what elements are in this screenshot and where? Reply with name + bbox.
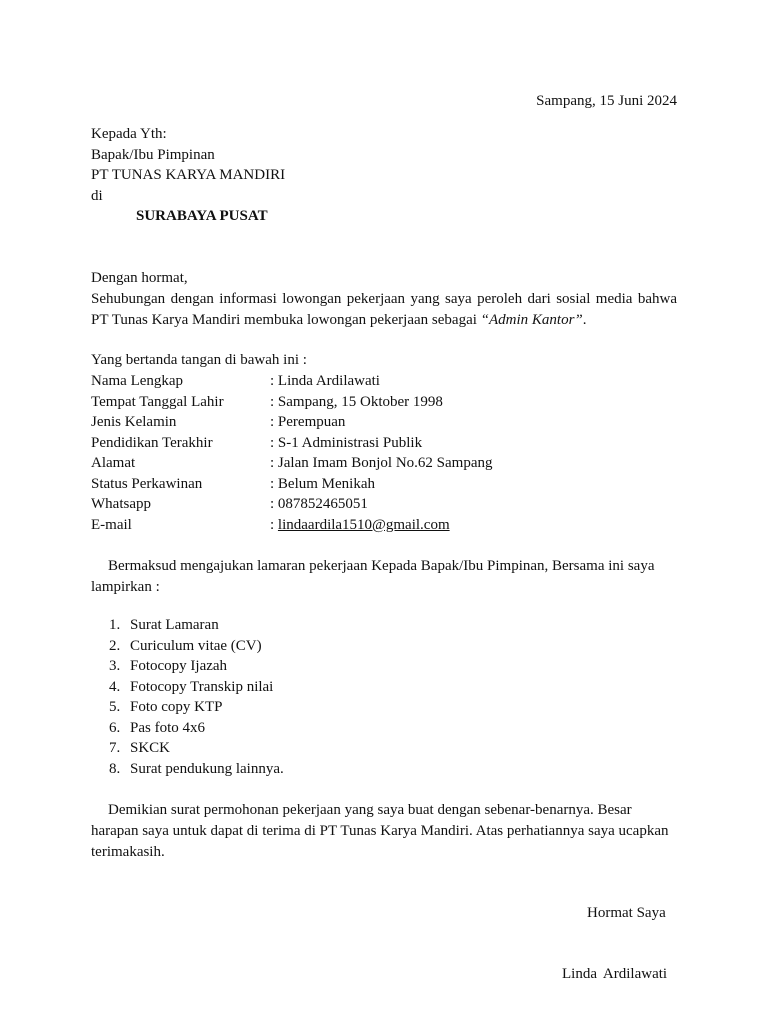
- detail-value: : Perempuan: [270, 414, 346, 430]
- list-number: 1.: [109, 617, 121, 633]
- list-item: [109, 615, 284, 636]
- detail-label: Tempat Tanggal Lahir: [91, 393, 224, 410]
- detail-row: [91, 515, 492, 536]
- detail-row: [91, 474, 492, 495]
- detail-row: [91, 371, 492, 392]
- detail-value: : Jalan Imam Bonjol No.62 Sampang: [270, 455, 493, 471]
- opening-text: Sehubungan dengan informasi lowongan pekerjaan yang saya peroleh dari sosial media bahwa PT Tunas Karya Mandiri membuka lowongan pekerjaan sebagai: [91, 291, 677, 328]
- detail-row: [91, 433, 492, 454]
- list-text: Pas foto 4x6: [130, 719, 205, 736]
- place-date: Sampang, 15 Juni 2024: [536, 93, 677, 109]
- list-text: Foto copy KTP: [130, 699, 223, 715]
- recipient-salutation: Kepada Yth:: [91, 126, 167, 142]
- detail-value: : Belum Menikah: [270, 475, 375, 492]
- job-position: “Admin Kantor”: [480, 311, 583, 328]
- recipient-block: [91, 124, 285, 206]
- list-text: Surat Lamaran: [130, 617, 219, 633]
- detail-row: [91, 392, 492, 413]
- list-text: SKCK: [130, 740, 171, 756]
- list-text: Curiculum vitae (CV): [130, 637, 262, 654]
- detail-label: Jenis Kelamin: [91, 414, 177, 430]
- detail-value: : 087852465051: [270, 496, 368, 512]
- list-item: [109, 759, 284, 780]
- list-text: Fotocopy Transkip nilai: [130, 678, 274, 695]
- detail-value: : Sampang, 15 Oktober 1998: [270, 393, 443, 410]
- list-item: [109, 718, 284, 739]
- recipient-title: Bapak/Ibu Pimpinan: [91, 146, 215, 163]
- detail-label: E-mail: [91, 516, 132, 533]
- detail-label: Nama Lengkap: [91, 373, 184, 389]
- email-link[interactable]: lindaardila1510@gmail.com: [277, 516, 450, 533]
- detail-label: Whatsapp: [91, 496, 151, 512]
- list-number: 5.: [109, 699, 121, 715]
- signer-name: Linda Ardilawati: [562, 966, 668, 982]
- detail-label: Alamat: [91, 455, 136, 471]
- list-number: 8.: [109, 760, 121, 777]
- list-item: [109, 636, 284, 657]
- list-number: 7.: [109, 740, 121, 756]
- detail-value: : Linda Ardilawati: [270, 373, 380, 389]
- recipient-company: PT TUNAS KARYA MANDIRI: [91, 167, 286, 183]
- greeting: Dengan hormat,: [91, 270, 188, 286]
- list-number: 6.: [109, 719, 121, 736]
- opening-paragraph: [91, 289, 677, 330]
- detail-label: Status Perkawinan: [91, 475, 203, 492]
- list-item: [109, 656, 284, 677]
- list-number: 2.: [109, 637, 121, 654]
- applicant-intro: Yang bertanda tangan di bawah ini :: [91, 352, 307, 368]
- detail-value: : S-1 Administrasi Publik: [270, 434, 423, 451]
- opening-end: .: [582, 311, 587, 328]
- closing-salutation: Hormat Saya: [587, 905, 666, 921]
- applicant-details: [91, 371, 492, 535]
- detail-row: [91, 453, 492, 474]
- detail-row: [91, 494, 492, 515]
- list-text: Fotocopy Ijazah: [130, 658, 228, 674]
- list-number: 4.: [109, 678, 121, 695]
- recipient-city: SURABAYA PUSAT: [136, 208, 268, 224]
- list-item: [109, 738, 284, 759]
- list-item: [109, 697, 284, 718]
- list-number: 3.: [109, 658, 121, 674]
- purpose-paragraph: Bermaksud mengajukan lamaran pekerjaan Kepada Bapak/Ibu Pimpinan, Bersama ini saya lampirkan :: [91, 558, 655, 595]
- closing-paragraph: Demikian surat permohonan pekerjaan yang saya buat dengan sebenar-benarnya. Besar harapan saya untuk dapat di terima di PT Tunas Karya Mandiri. Atas perhatiannya saya ucapkan terimakasih.: [91, 802, 669, 860]
- email-prefix: :: [270, 516, 278, 533]
- detail-label: Pendidikan Terakhir: [91, 434, 213, 451]
- detail-row: [91, 412, 492, 433]
- attachment-list: [109, 615, 284, 779]
- list-item: [109, 677, 284, 698]
- recipient-di: di: [91, 187, 103, 204]
- list-text: Surat pendukung lainnya.: [130, 760, 284, 777]
